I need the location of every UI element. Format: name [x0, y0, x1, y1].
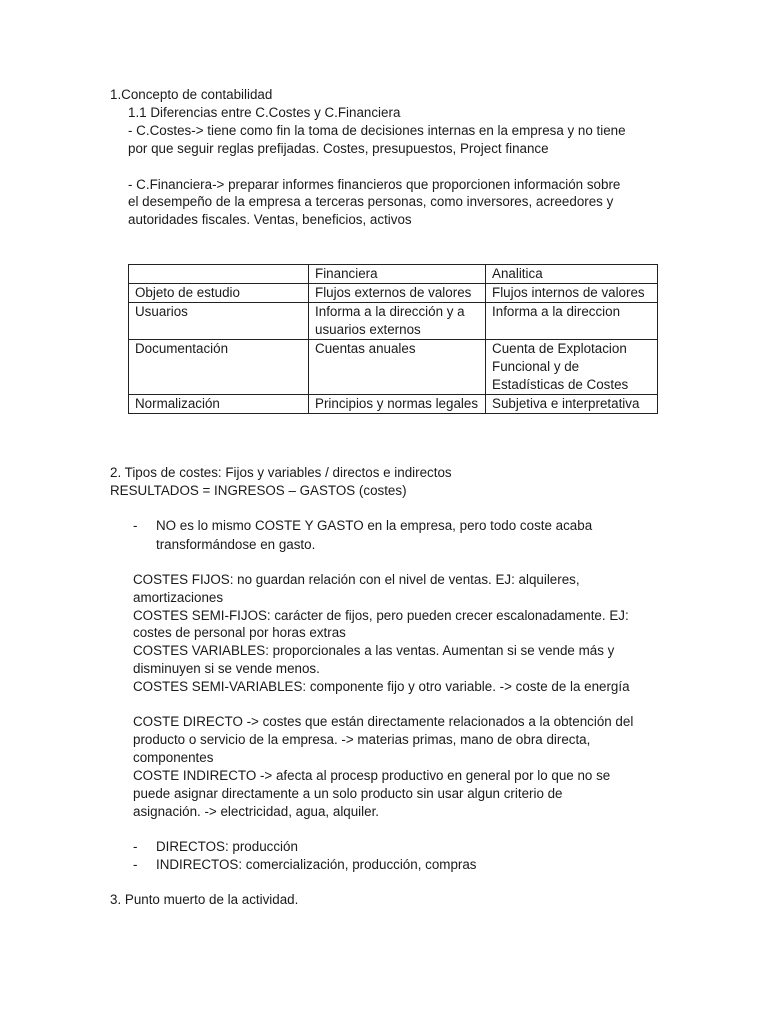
table-cell: Cuentas anuales [309, 340, 486, 395]
bullet-dash: - [133, 857, 138, 872]
coste-directo-line-1: COSTE DIRECTO -> costes que están directamente relacionados a la obtención del [133, 714, 634, 729]
bullet-dash: - [133, 518, 138, 533]
table-cell: Flujos internos de valores [486, 284, 658, 303]
bullet-coste-gasto-line-2: transformándose en gasto. [156, 537, 316, 552]
list-item-indirectos: INDIRECTOS: comercialización, producción, compras [156, 857, 477, 872]
costes-variables-line-2: disminuyen si se vende menos. [133, 661, 320, 676]
table-row [129, 284, 658, 303]
table-cell: Usuarios [129, 303, 309, 340]
table-row [129, 340, 658, 395]
costes-variables-line-1: COSTES VARIABLES: proporcionales a las ventas. Aumentan si se vende más y [133, 643, 615, 658]
costes-fijos-line-1: COSTES FIJOS: no guardan relación con el nivel de ventas. EJ: alquileres, [133, 572, 580, 587]
coste-indirecto-line-3: asignación. -> electricidad, agua, alquiler. [133, 804, 380, 819]
table-cell: Normalización [129, 395, 309, 414]
costes-semivariables: COSTES SEMI-VARIABLES: componente fijo y otro variable. -> coste de la energía [133, 679, 630, 694]
costes-text-line-1: - C.Costes-> tiene como fin la toma de decisiones internas en la empresa y no tiene [128, 123, 626, 138]
costes-text-line-2: por que seguir reglas prefijadas. Costes, presupuestos, Project finance [128, 141, 549, 156]
table-cell: Flujos externos de valores [309, 284, 486, 303]
list-item-directos: DIRECTOS: producción [156, 839, 298, 854]
table-header-row [129, 265, 658, 284]
table-cell: Cuenta de Explotacion Funcional y de Estadísticas de Costes [486, 340, 658, 395]
comparison-table [128, 264, 658, 414]
coste-indirecto-line-2: puede asignar directamente a un solo producto sin usar algun criterio de [133, 786, 563, 801]
section-1-title: 1.Concepto de contabilidad [110, 87, 273, 102]
table-cell: Informa a la dirección y a usuarios externos [309, 303, 486, 340]
table-cell: Objeto de estudio [129, 284, 309, 303]
coste-directo-line-2: producto o servicio de la empresa. -> materias primas, mano de obra directa, [133, 732, 591, 747]
financiera-text-line-2: el desempeño de la empresa a terceras personas, como inversores, acreedores y [128, 194, 614, 209]
table-row [129, 303, 658, 340]
costes-semifijos-line-2: costes de personal por horas extras [133, 625, 346, 640]
section-2-title: 2. Tipos de costes: Fijos y variables / directos e indirectos [110, 465, 452, 480]
coste-directo-line-3: componentes [133, 750, 214, 765]
table-cell: Principios y normas legales [309, 395, 486, 414]
table-cell: Subjetiva e interpretativa [486, 395, 658, 414]
table-cell: Documentación [129, 340, 309, 395]
results-formula: RESULTADOS = INGRESOS – GASTOS (costes) [110, 483, 407, 498]
section-1-1-subtitle: 1.1 Diferencias entre C.Costes y C.Financiera [128, 105, 401, 120]
section-3-title: 3. Punto muerto de la actividad. [110, 892, 299, 907]
table-header-cell [129, 265, 309, 284]
table-header-cell: Analitica [486, 265, 658, 284]
bullet-dash: - [133, 839, 138, 854]
table-cell: Informa a la direccion [486, 303, 658, 340]
bullet-coste-gasto-line-1: NO es lo mismo COSTE Y GASTO en la empresa, pero todo coste acaba [156, 518, 593, 533]
costes-semifijos-line-1: COSTES SEMI-FIJOS: carácter de fijos, pero pueden crecer escalonadamente. EJ: [133, 608, 629, 623]
table-header-cell: Financiera [309, 265, 486, 284]
financiera-text-line-3: autoridades fiscales. Ventas, beneficios, activos [128, 212, 412, 227]
table-row [129, 395, 658, 414]
coste-indirecto-line-1: COSTE INDIRECTO -> afecta al procesp productivo en general por lo que no se [133, 768, 611, 783]
financiera-text-line-1: - C.Financiera-> preparar informes financieros que proporcionen información sobre [128, 177, 621, 192]
costes-fijos-line-2: amortizaciones [133, 590, 224, 605]
